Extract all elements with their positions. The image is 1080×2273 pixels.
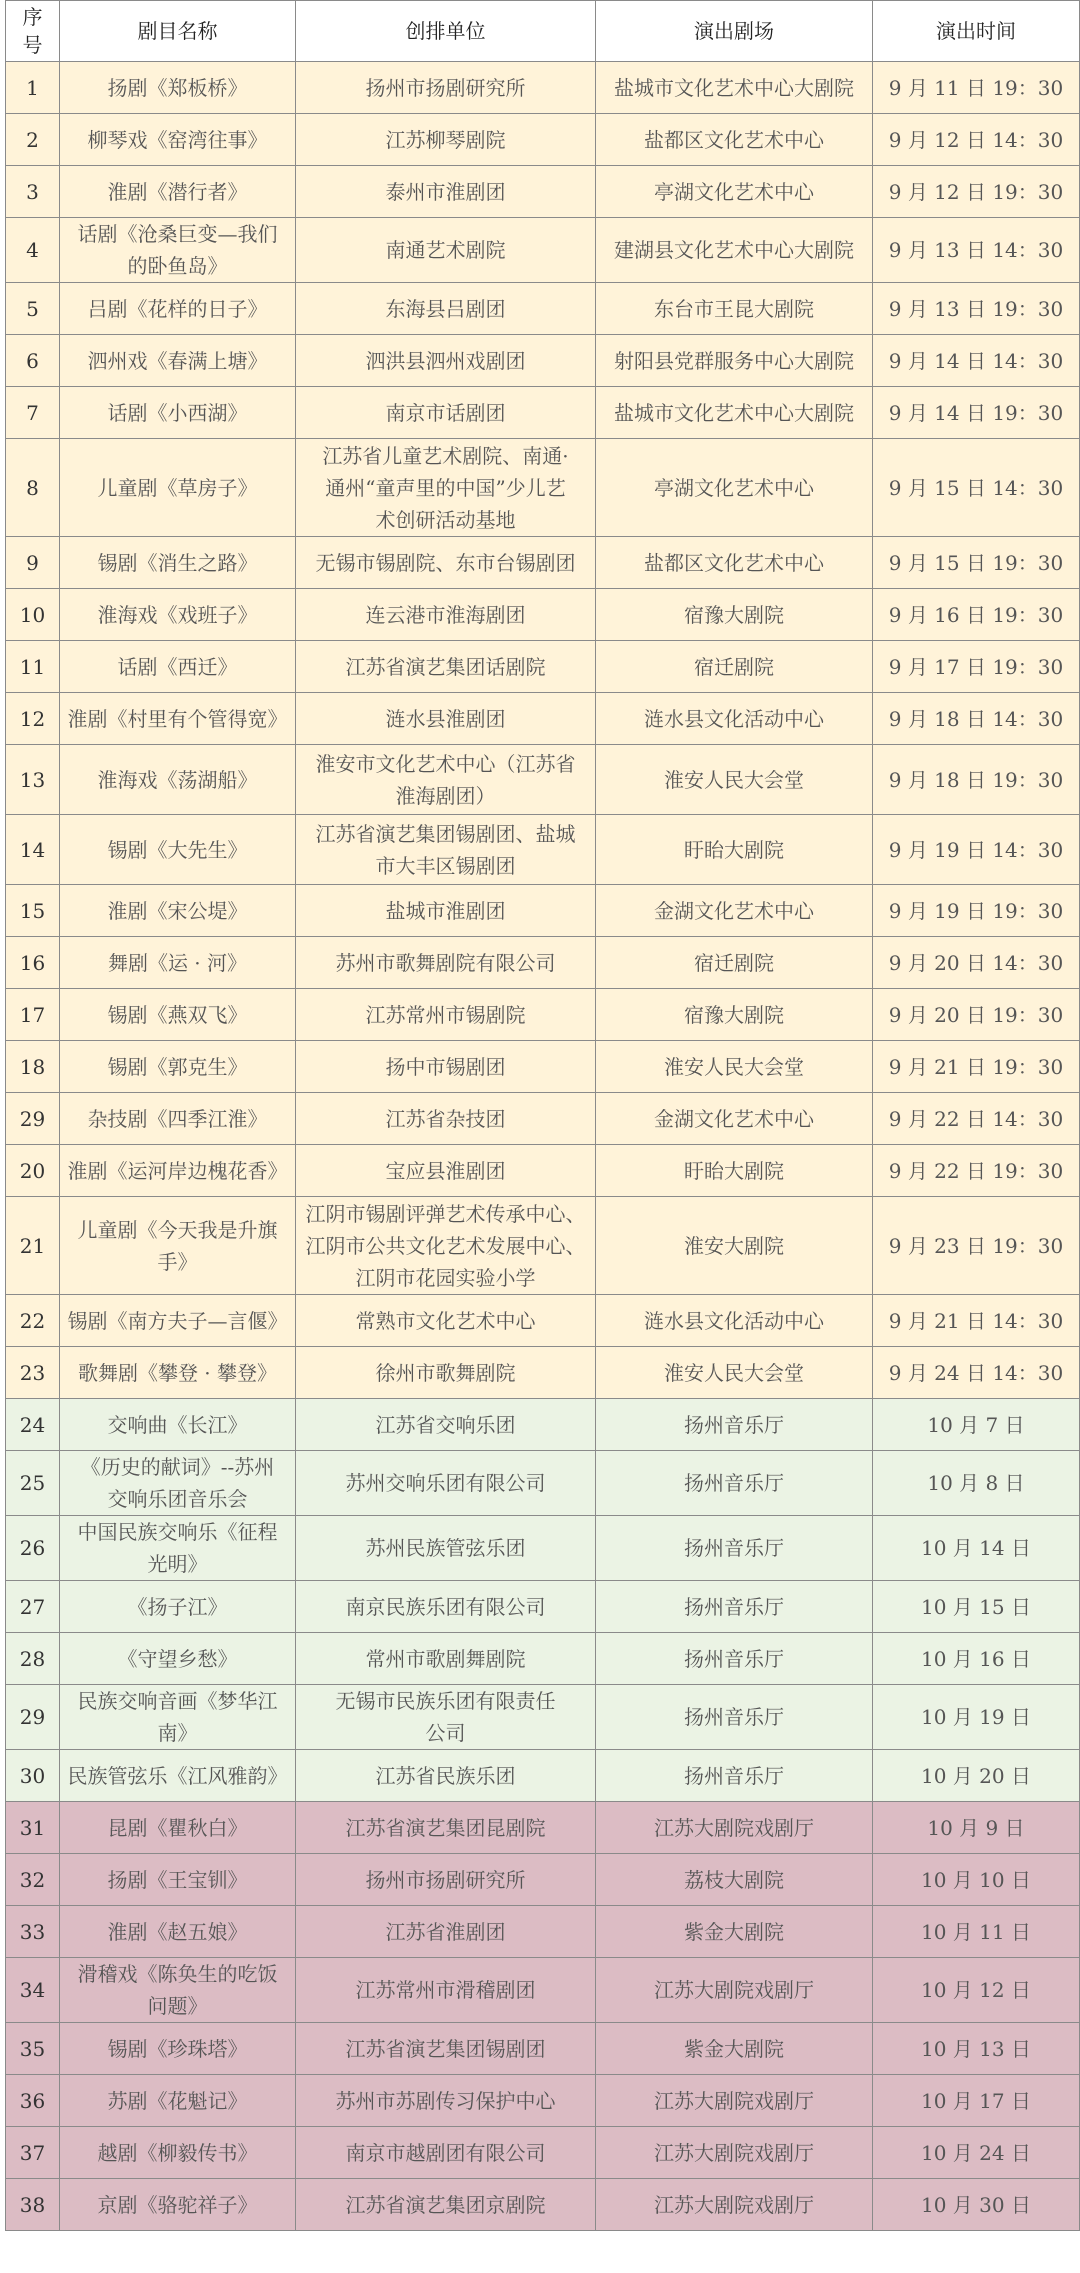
cell-venue: 紫金大剧院 — [596, 1906, 873, 1958]
cell-venue: 宿迁剧院 — [596, 641, 873, 693]
cell-time: 9 月 13 日 14：30 — [873, 218, 1080, 283]
cell-index: 6 — [6, 335, 60, 387]
cell-producer: 江苏省儿童艺术剧院、南通· 通州“童声里的中国”少儿艺 术创研活动基地 — [296, 439, 596, 537]
table-row — [6, 335, 1080, 387]
cell-venue: 盱眙大剧院 — [596, 1145, 873, 1197]
cell-venue: 紫金大剧院 — [596, 2023, 873, 2075]
cell-index: 33 — [6, 1906, 60, 1958]
table-row — [6, 885, 1080, 937]
cell-title: 淮剧《潜行者》 — [60, 166, 296, 218]
cell-time: 9 月 24 日 14：30 — [873, 1347, 1080, 1399]
cell-title: 淮海戏《戏班子》 — [60, 589, 296, 641]
cell-index: 27 — [6, 1581, 60, 1633]
table-row — [6, 745, 1080, 815]
cell-venue: 金湖文化艺术中心 — [596, 885, 873, 937]
cell-time: 9 月 12 日 19：30 — [873, 166, 1080, 218]
cell-producer: 江苏省演艺集团昆剧院 — [296, 1802, 596, 1854]
table-row — [6, 1197, 1080, 1295]
table-row — [6, 283, 1080, 335]
cell-time: 10 月 20 日 — [873, 1750, 1080, 1802]
cell-time: 9 月 15 日 14：30 — [873, 439, 1080, 537]
cell-index: 29 — [6, 1685, 60, 1750]
cell-venue: 涟水县文化活动中心 — [596, 693, 873, 745]
cell-time: 10 月 15 日 — [873, 1581, 1080, 1633]
cell-producer: 江苏常州市滑稽剧团 — [296, 1958, 596, 2023]
cell-title: 民族交响音画《梦华江 南》 — [60, 1685, 296, 1750]
cell-index: 26 — [6, 1516, 60, 1581]
cell-time: 10 月 8 日 — [873, 1451, 1080, 1516]
cell-time: 9 月 20 日 14：30 — [873, 937, 1080, 989]
table-row — [6, 1581, 1080, 1633]
cell-title: 淮海戏《荡湖船》 — [60, 745, 296, 815]
cell-producer: 无锡市锡剧院、东市台锡剧团 — [296, 537, 596, 589]
cell-title: 锡剧《南方夫子—言偃》 — [60, 1295, 296, 1347]
cell-time: 9 月 14 日 19：30 — [873, 387, 1080, 439]
cell-venue: 盐都区文化艺术中心 — [596, 537, 873, 589]
header-index: 序 号 — [6, 1, 60, 62]
cell-title: 儿童剧《草房子》 — [60, 439, 296, 537]
header-title: 剧目名称 — [60, 1, 296, 62]
cell-title: 锡剧《郭克生》 — [60, 1041, 296, 1093]
cell-venue: 盐城市文化艺术中心大剧院 — [596, 387, 873, 439]
cell-time: 10 月 16 日 — [873, 1633, 1080, 1685]
cell-venue: 亭湖文化艺术中心 — [596, 439, 873, 537]
cell-time: 9 月 19 日 14：30 — [873, 815, 1080, 885]
cell-title: 越剧《柳毅传书》 — [60, 2127, 296, 2179]
cell-venue: 射阳县党群服务中心大剧院 — [596, 335, 873, 387]
cell-time: 9 月 22 日 19：30 — [873, 1145, 1080, 1197]
cell-index: 34 — [6, 1958, 60, 2023]
table-row — [6, 2023, 1080, 2075]
cell-time: 10 月 17 日 — [873, 2075, 1080, 2127]
cell-venue: 淮安大剧院 — [596, 1197, 873, 1295]
table-row — [6, 1750, 1080, 1802]
cell-title: 吕剧《花样的日子》 — [60, 283, 296, 335]
table-row — [6, 2127, 1080, 2179]
table-row — [6, 2075, 1080, 2127]
cell-producer: 扬州市扬剧研究所 — [296, 1854, 596, 1906]
cell-time: 9 月 17 日 19：30 — [873, 641, 1080, 693]
cell-index: 32 — [6, 1854, 60, 1906]
cell-index: 29 — [6, 1093, 60, 1145]
cell-title: 扬剧《王宝钏》 — [60, 1854, 296, 1906]
table-row — [6, 2179, 1080, 2231]
cell-title: 话剧《沧桑巨变—我们 的卧鱼岛》 — [60, 218, 296, 283]
cell-producer: 苏州交响乐团有限公司 — [296, 1451, 596, 1516]
table-row — [6, 1516, 1080, 1581]
cell-producer: 南京市话剧团 — [296, 387, 596, 439]
table-row — [6, 166, 1080, 218]
table-row — [6, 1906, 1080, 1958]
cell-title: 锡剧《消生之路》 — [60, 537, 296, 589]
cell-time: 10 月 13 日 — [873, 2023, 1080, 2075]
cell-index: 16 — [6, 937, 60, 989]
cell-time: 9 月 16 日 19：30 — [873, 589, 1080, 641]
cell-venue: 扬州音乐厅 — [596, 1685, 873, 1750]
table-row — [6, 1041, 1080, 1093]
cell-producer: 江苏省杂技团 — [296, 1093, 596, 1145]
cell-producer: 常熟市文化艺术中心 — [296, 1295, 596, 1347]
table-row — [6, 989, 1080, 1041]
cell-title: 苏剧《花魁记》 — [60, 2075, 296, 2127]
cell-time: 10 月 14 日 — [873, 1516, 1080, 1581]
cell-index: 7 — [6, 387, 60, 439]
table-row — [6, 218, 1080, 283]
cell-time: 10 月 11 日 — [873, 1906, 1080, 1958]
table-row — [6, 439, 1080, 537]
cell-producer: 无锡市民族乐团有限责任 公司 — [296, 1685, 596, 1750]
cell-producer: 江苏省淮剧团 — [296, 1906, 596, 1958]
cell-index: 4 — [6, 218, 60, 283]
cell-index: 17 — [6, 989, 60, 1041]
cell-producer: 徐州市歌舞剧院 — [296, 1347, 596, 1399]
cell-title: 锡剧《燕双飞》 — [60, 989, 296, 1041]
cell-title: 扬剧《郑板桥》 — [60, 62, 296, 114]
cell-index: 2 — [6, 114, 60, 166]
cell-index: 15 — [6, 885, 60, 937]
header-venue: 演出剧场 — [596, 1, 873, 62]
cell-title: 泗州戏《春满上塘》 — [60, 335, 296, 387]
cell-time: 9 月 20 日 19：30 — [873, 989, 1080, 1041]
cell-time: 9 月 11 日 19：30 — [873, 62, 1080, 114]
cell-index: 25 — [6, 1451, 60, 1516]
table-row — [6, 537, 1080, 589]
cell-index: 9 — [6, 537, 60, 589]
cell-venue: 扬州音乐厅 — [596, 1750, 873, 1802]
cell-title: 锡剧《大先生》 — [60, 815, 296, 885]
table-row — [6, 114, 1080, 166]
cell-index: 1 — [6, 62, 60, 114]
cell-producer: 扬州市扬剧研究所 — [296, 62, 596, 114]
cell-index: 13 — [6, 745, 60, 815]
table-row — [6, 1633, 1080, 1685]
cell-venue: 建湖县文化艺术中心大剧院 — [596, 218, 873, 283]
cell-title: 《历史的献词》--苏州 交响乐团音乐会 — [60, 1451, 296, 1516]
cell-venue: 淮安人民大会堂 — [596, 745, 873, 815]
cell-producer: 泰州市淮剧团 — [296, 166, 596, 218]
cell-title: 淮剧《赵五娘》 — [60, 1906, 296, 1958]
cell-venue: 江苏大剧院戏剧厅 — [596, 1802, 873, 1854]
cell-index: 11 — [6, 641, 60, 693]
cell-venue: 扬州音乐厅 — [596, 1399, 873, 1451]
cell-producer: 连云港市淮海剧团 — [296, 589, 596, 641]
cell-title: 淮剧《村里有个管得宽》 — [60, 693, 296, 745]
cell-time: 9 月 21 日 14：30 — [873, 1295, 1080, 1347]
cell-venue: 盱眙大剧院 — [596, 815, 873, 885]
table-row — [6, 62, 1080, 114]
table-row — [6, 1958, 1080, 2023]
cell-producer: 扬中市锡剧团 — [296, 1041, 596, 1093]
cell-venue: 盐都区文化艺术中心 — [596, 114, 873, 166]
cell-time: 9 月 12 日 14：30 — [873, 114, 1080, 166]
cell-index: 18 — [6, 1041, 60, 1093]
cell-title: 《守望乡愁》 — [60, 1633, 296, 1685]
cell-producer: 江阴市锡剧评弹艺术传承中心、 江阴市公共文化艺术发展中心、 江阴市花园实验小学 — [296, 1197, 596, 1295]
table-row — [6, 1093, 1080, 1145]
cell-producer: 江苏常州市锡剧院 — [296, 989, 596, 1041]
cell-title: 《扬子江》 — [60, 1581, 296, 1633]
cell-title: 京剧《骆驼祥子》 — [60, 2179, 296, 2231]
cell-index: 35 — [6, 2023, 60, 2075]
cell-venue: 江苏大剧院戏剧厅 — [596, 2179, 873, 2231]
cell-producer: 江苏省交响乐团 — [296, 1399, 596, 1451]
table-row — [6, 1399, 1080, 1451]
cell-venue: 盐城市文化艺术中心大剧院 — [596, 62, 873, 114]
cell-title: 淮剧《运河岸边槐花香》 — [60, 1145, 296, 1197]
cell-title: 舞剧《运 · 河》 — [60, 937, 296, 989]
cell-index: 37 — [6, 2127, 60, 2179]
table-row — [6, 937, 1080, 989]
table-row — [6, 1347, 1080, 1399]
cell-index: 12 — [6, 693, 60, 745]
table-body — [6, 62, 1080, 2231]
cell-venue: 江苏大剧院戏剧厅 — [596, 2075, 873, 2127]
cell-producer: 南通艺术剧院 — [296, 218, 596, 283]
cell-time: 10 月 19 日 — [873, 1685, 1080, 1750]
cell-title: 淮剧《宋公堤》 — [60, 885, 296, 937]
cell-venue: 江苏大剧院戏剧厅 — [596, 2127, 873, 2179]
cell-venue: 宿豫大剧院 — [596, 989, 873, 1041]
cell-time: 9 月 23 日 19：30 — [873, 1197, 1080, 1295]
cell-title: 民族管弦乐《江风雅韵》 — [60, 1750, 296, 1802]
cell-title: 锡剧《珍珠塔》 — [60, 2023, 296, 2075]
cell-index: 3 — [6, 166, 60, 218]
cell-producer: 江苏柳琴剧院 — [296, 114, 596, 166]
cell-title: 儿童剧《今天我是升旗 手》 — [60, 1197, 296, 1295]
cell-title: 话剧《小西湖》 — [60, 387, 296, 439]
table-row — [6, 1685, 1080, 1750]
cell-index: 22 — [6, 1295, 60, 1347]
cell-index: 30 — [6, 1750, 60, 1802]
cell-title: 昆剧《瞿秋白》 — [60, 1802, 296, 1854]
header-time: 演出时间 — [873, 1, 1080, 62]
cell-producer: 江苏省演艺集团京剧院 — [296, 2179, 596, 2231]
cell-venue: 亭湖文化艺术中心 — [596, 166, 873, 218]
header-producer: 创排单位 — [296, 1, 596, 62]
cell-time: 10 月 10 日 — [873, 1854, 1080, 1906]
cell-title: 柳琴戏《窑湾往事》 — [60, 114, 296, 166]
cell-producer: 常州市歌剧舞剧院 — [296, 1633, 596, 1685]
table-row — [6, 693, 1080, 745]
cell-venue: 荔枝大剧院 — [596, 1854, 873, 1906]
cell-producer: 南京市越剧团有限公司 — [296, 2127, 596, 2179]
table-row — [6, 589, 1080, 641]
cell-producer: 宝应县淮剧团 — [296, 1145, 596, 1197]
cell-time: 10 月 30 日 — [873, 2179, 1080, 2231]
cell-time: 9 月 15 日 19：30 — [873, 537, 1080, 589]
cell-producer: 江苏省演艺集团锡剧团、盐城 市大丰区锡剧团 — [296, 815, 596, 885]
cell-index: 38 — [6, 2179, 60, 2231]
cell-producer: 苏州市歌舞剧院有限公司 — [296, 937, 596, 989]
cell-title: 滑稽戏《陈奂生的吃饭 问题》 — [60, 1958, 296, 2023]
cell-index: 5 — [6, 283, 60, 335]
cell-venue: 扬州音乐厅 — [596, 1516, 873, 1581]
cell-venue: 金湖文化艺术中心 — [596, 1093, 873, 1145]
cell-time: 9 月 18 日 19：30 — [873, 745, 1080, 815]
performance-schedule-table — [5, 0, 1080, 2231]
cell-title: 话剧《西迁》 — [60, 641, 296, 693]
cell-producer: 苏州市苏剧传习保护中心 — [296, 2075, 596, 2127]
cell-time: 10 月 12 日 — [873, 1958, 1080, 2023]
table-row — [6, 1145, 1080, 1197]
cell-index: 8 — [6, 439, 60, 537]
cell-venue: 江苏大剧院戏剧厅 — [596, 1958, 873, 2023]
cell-index: 23 — [6, 1347, 60, 1399]
cell-producer: 江苏省演艺集团锡剧团 — [296, 2023, 596, 2075]
cell-producer: 江苏省演艺集团话剧院 — [296, 641, 596, 693]
table-row — [6, 815, 1080, 885]
header-row — [6, 1, 1080, 62]
cell-time: 9 月 13 日 19：30 — [873, 283, 1080, 335]
cell-index: 14 — [6, 815, 60, 885]
cell-producer: 泗洪县泗州戏剧团 — [296, 335, 596, 387]
cell-venue: 宿豫大剧院 — [596, 589, 873, 641]
cell-title: 交响曲《长江》 — [60, 1399, 296, 1451]
table-row — [6, 1854, 1080, 1906]
cell-time: 10 月 7 日 — [873, 1399, 1080, 1451]
cell-producer: 涟水县淮剧团 — [296, 693, 596, 745]
cell-venue: 淮安人民大会堂 — [596, 1347, 873, 1399]
table-row — [6, 1802, 1080, 1854]
cell-producer: 淮安市文化艺术中心（江苏省 淮海剧团） — [296, 745, 596, 815]
cell-producer: 江苏省民族乐团 — [296, 1750, 596, 1802]
cell-time: 9 月 19 日 19：30 — [873, 885, 1080, 937]
cell-time: 10 月 9 日 — [873, 1802, 1080, 1854]
cell-title: 杂技剧《四季江淮》 — [60, 1093, 296, 1145]
cell-venue: 扬州音乐厅 — [596, 1633, 873, 1685]
table-row — [6, 641, 1080, 693]
cell-time: 10 月 24 日 — [873, 2127, 1080, 2179]
table-row — [6, 1295, 1080, 1347]
cell-venue: 涟水县文化活动中心 — [596, 1295, 873, 1347]
cell-title: 歌舞剧《攀登 · 攀登》 — [60, 1347, 296, 1399]
cell-producer: 东海县吕剧团 — [296, 283, 596, 335]
cell-producer: 盐城市淮剧团 — [296, 885, 596, 937]
cell-venue: 扬州音乐厅 — [596, 1451, 873, 1516]
cell-time: 9 月 21 日 19：30 — [873, 1041, 1080, 1093]
cell-index: 24 — [6, 1399, 60, 1451]
cell-index: 21 — [6, 1197, 60, 1295]
cell-time: 9 月 14 日 14：30 — [873, 335, 1080, 387]
cell-venue: 宿迁剧院 — [596, 937, 873, 989]
cell-venue: 淮安人民大会堂 — [596, 1041, 873, 1093]
table-row — [6, 387, 1080, 439]
cell-producer: 苏州民族管弦乐团 — [296, 1516, 596, 1581]
cell-index: 10 — [6, 589, 60, 641]
cell-index: 28 — [6, 1633, 60, 1685]
cell-producer: 南京民族乐团有限公司 — [296, 1581, 596, 1633]
cell-time: 9 月 22 日 14：30 — [873, 1093, 1080, 1145]
table-row — [6, 1451, 1080, 1516]
cell-venue: 东台市王昆大剧院 — [596, 283, 873, 335]
cell-time: 9 月 18 日 14：30 — [873, 693, 1080, 745]
cell-index: 20 — [6, 1145, 60, 1197]
cell-index: 36 — [6, 2075, 60, 2127]
cell-venue: 扬州音乐厅 — [596, 1581, 873, 1633]
cell-title: 中国民族交响乐《征程 光明》 — [60, 1516, 296, 1581]
cell-index: 31 — [6, 1802, 60, 1854]
